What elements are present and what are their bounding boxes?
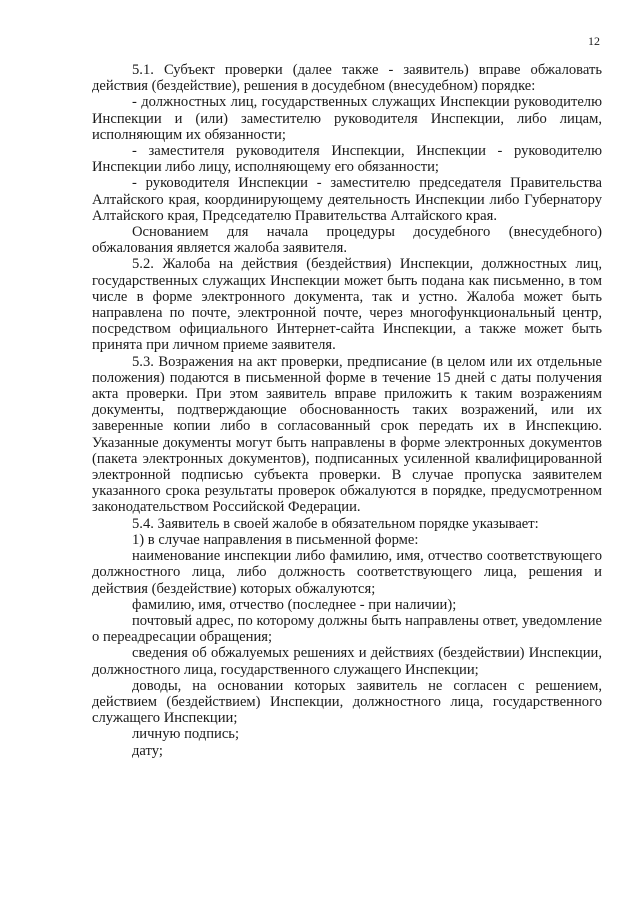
paragraph: - руководителя Инспекции - заместителю председателя Правительства Алтайского края, координирующему деятельность Инспекции либо Губернатору Алтайского края, Председателю Правительства Алтайского края. (92, 175, 602, 224)
paragraph: 5.2. Жалоба на действия (бездействия) Инспекции, должностных лиц, государственных служащих Инспекции может быть подана как письменно, в том числе в форме электронного документа, так и устно. Жалоба может быть направлена по почте, электронной почте, через многофункциональный центр, посредством официального Интернет-сайта Инспекции, а также может быть принята при личном приеме заявителя. (92, 256, 602, 354)
paragraph: сведения об обжалуемых решениях и действиях (бездействии) Инспекции, должностного лица, государственного служащего Инспекции; (92, 645, 602, 678)
document-body (92, 62, 602, 759)
paragraph: 5.3. Возражения на акт проверки, предписание (в целом или их отдельные положения) подаются в письменной форме в течение 15 дней с даты получения акта проверки. При этом заявитель вправе приложить к таким возражениям документы, подтверждающие обоснованность таких возражений, или их заверенные копии либо в согласованный срок передать их в Инспекцию. Указанные документы могут быть направлены в форме электронных документов (пакета электронных документов), подписанных усиленной квалифицированной электронной подписью субъекта проверки. В случае пропуска заявителем указанного срока результаты проверок обжалуются в порядке, предусмотренном законодательством Российской Федерации. (92, 353, 602, 516)
paragraph: 1) в случае направления в письменной форме: (132, 531, 419, 548)
paragraph: доводы, на основании которых заявитель не согласен с решением, действием (бездействием) Инспекции, должностного лица, государственного служащего Инспекции; (92, 677, 602, 727)
paragraph: фамилию, имя, отчество (последнее - при наличии); (132, 596, 457, 613)
paragraph: личную подпись; (132, 726, 240, 743)
paragraph: 5.4. Заявитель в своей жалобе в обязательном порядке указывает: (132, 515, 539, 532)
paragraph: дату; (132, 742, 163, 759)
paragraph: наименование инспекции либо фамилию, имя, отчество соответствующего должностного лица, либо должность соответствующего лица, решения и действия (бездействие) которых обжалуются; (92, 548, 602, 597)
paragraph: Основанием для начала процедуры досудебного (внесудебного) обжалования является жалоба заявителя. (92, 224, 602, 257)
paragraph: почтовый адрес, по которому должны быть направлены ответ, уведомление о переадресации обращения; (92, 612, 602, 646)
paragraph: 5.1. Субъект проверки (далее также - заявитель) вправе обжаловать действия (бездействие), решения в досудебном (внесудебном) порядке: (92, 62, 602, 95)
paragraph: - заместителя руководителя Инспекции, Инспекции - руководителю Инспекции либо лицу, исполняющему его обязанности; (92, 143, 602, 176)
page-number: 12 (588, 34, 600, 48)
paragraph: - должностных лиц, государственных служащих Инспекции руководителю Инспекции и (или) заместителю руководителя Инспекции, либо лицам, исполняющим их обязанности; (92, 94, 602, 143)
